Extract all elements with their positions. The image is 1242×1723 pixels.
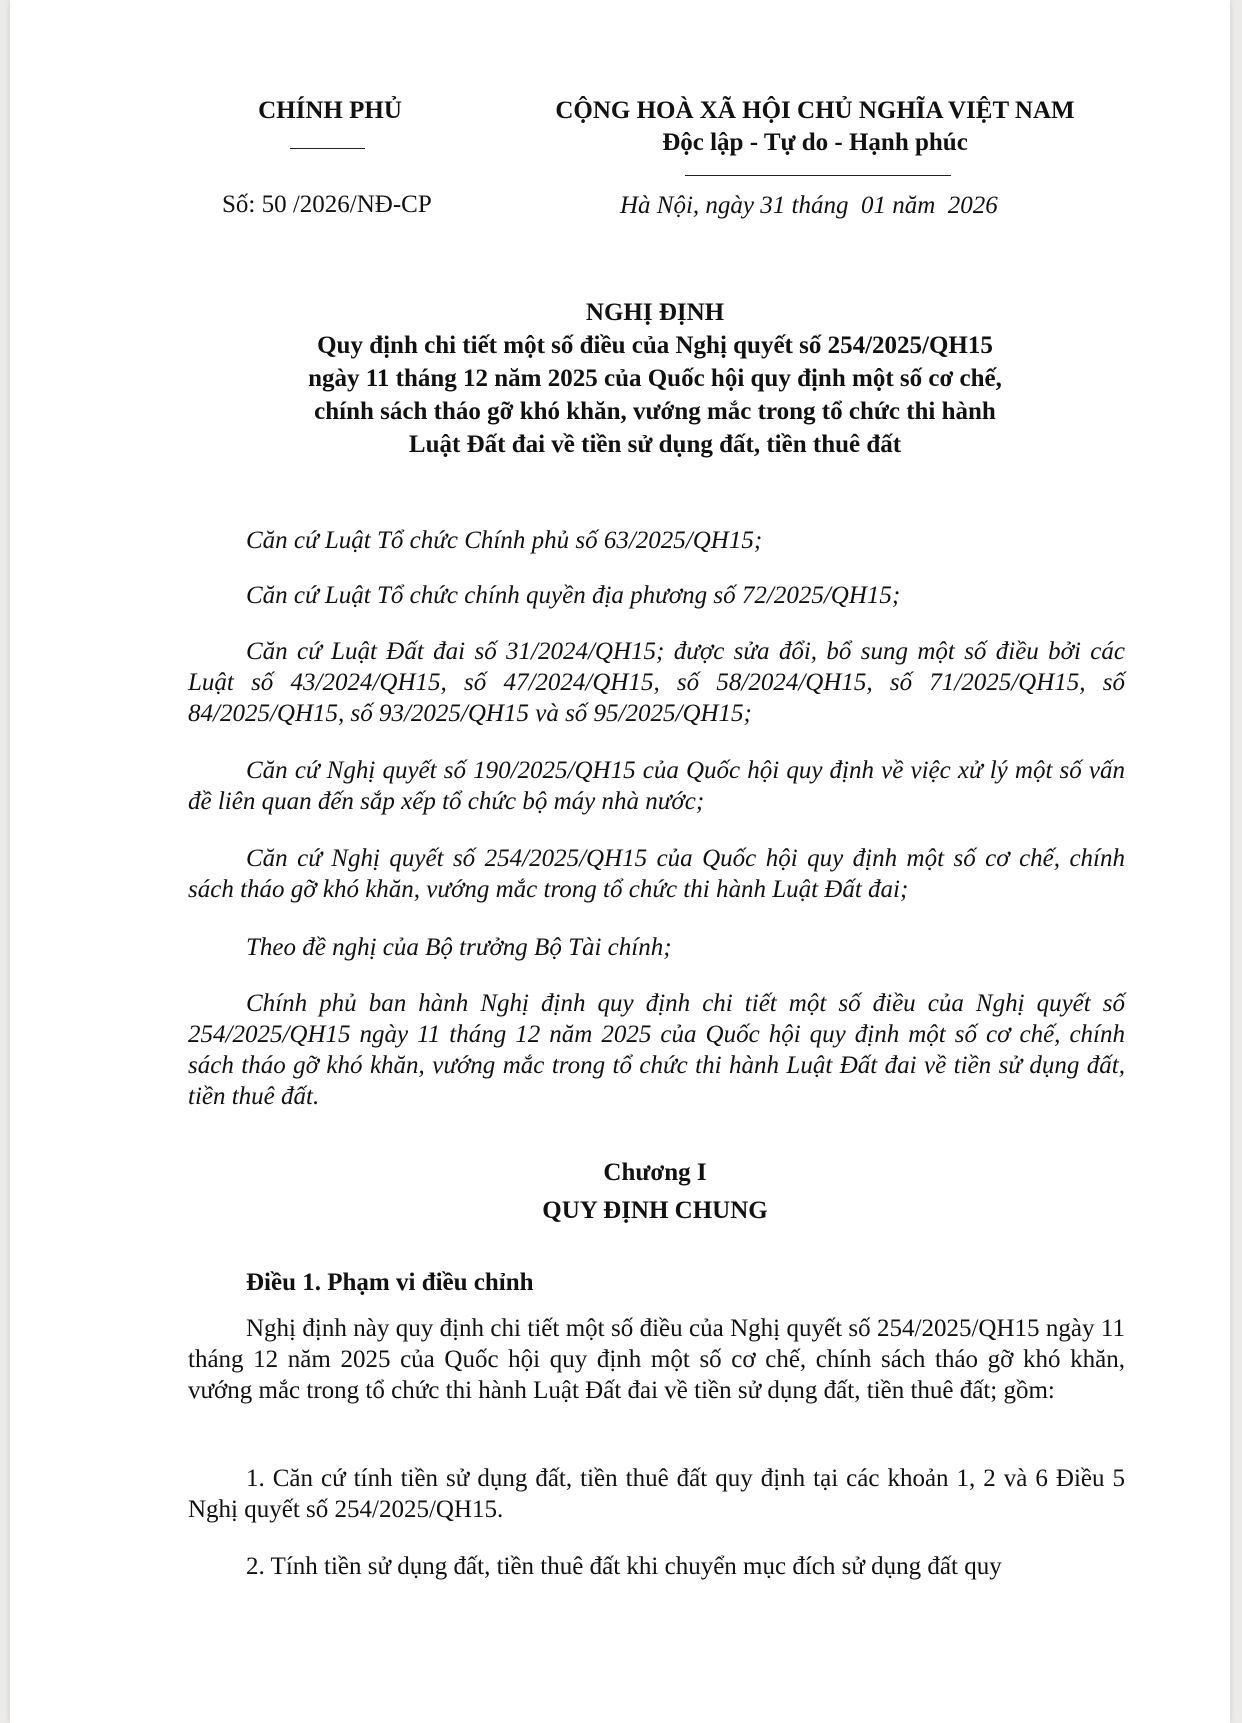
preamble-paragraph: Căn cứ Nghị quyết số 254/2025/QH15 của Quốc hội quy định một số cơ chế, chính sách tháo gỡ khó khăn, vướng mắc trong tổ chức thi hành Luật Đất đai; [188,845,1125,903]
issuing-agency: CHÍNH PHỦ [258,97,402,124]
title-line: Luật Đất đai về tiền sử dụng đất, tiền thuê đất [408,431,902,458]
preamble-paragraph: Căn cứ Luật Đất đai số 31/2024/QH15; được sửa đổi, bổ sung một số điều bởi các Luật số 43/2024/QH15, số 47/2024/QH15, số 58/2024/QH15, số 71/2025/QH15, số 84/2025/QH15, số 93/2025/QH15 và số 95/2025/QH15; [188,638,1125,727]
article-heading: Điều 1. Phạm vi điều chỉnh [246,1269,534,1296]
place-and-date: Hà Nội, ngày 31 tháng 01 năm 2026 [620,192,998,219]
document-page [10,0,1230,1723]
document-number: Số: 50 /2026/NĐ-CP [222,191,432,218]
document-type: NGHỊ ĐỊNH [585,299,725,326]
document-title [170,296,1140,461]
chapter-name: QUY ĐỊNH CHUNG [542,1197,768,1224]
title-line: Quy định chi tiết một số điều của Nghị quyết số 254/2025/QH15 [317,332,993,359]
article-paragraph: Nghị định này quy định chi tiết một số điều của Nghị quyết số 254/2025/QH15 ngày 11 tháng 12 năm 2025 của Quốc hội quy định một số cơ chế, chính sách tháo gỡ khó khăn, vướng mắc trong tổ chức thi hành Luật Đất đai về tiền sử dụng đất, tiền thuê đất; gồm: [188,1315,1125,1404]
country-name: CỘNG HOÀ XÃ HỘI CHỦ NGHĨA VIỆT NAM [555,97,1075,124]
title-line: chính sách tháo gỡ khó khăn, vướng mắc trong tổ chức thi hành [314,398,996,425]
title-line: ngày 11 tháng 12 năm 2025 của Quốc hội quy định một số cơ chế, [308,365,1002,392]
agency-underline [290,148,365,149]
preamble-paragraph: Chính phủ ban hành Nghị định quy định chi tiết một số điều của Nghị quyết số 254/2025/QH15 ngày 11 tháng 12 năm 2025 của Quốc hội quy định một số cơ chế, chính sách tháo gỡ khó khăn, vướng mắc trong tổ chức thi hành Luật Đất đai về tiền sử dụng đất, tiền thuê đất. [188,990,1125,1110]
preamble-paragraph: Căn cứ Luật Tổ chức chính quyền địa phương số 72/2025/QH15; [246,582,901,609]
motto-underline [685,175,951,176]
national-motto: Độc lập - Tự do - Hạnh phúc [662,129,968,156]
preamble-paragraph: Căn cứ Nghị quyết số 190/2025/QH15 của Quốc hội quy định về việc xử lý một số vấn đề liên quan đến sắp xếp tổ chức bộ máy nhà nước; [188,757,1125,815]
preamble-paragraph: Theo đề nghị của Bộ trưởng Bộ Tài chính; [246,934,672,961]
article-clause: 1. Căn cứ tính tiền sử dụng đất, tiền thuê đất quy định tại các khoản 1, 2 và 6 Điều 5 Nghị quyết số 254/2025/QH15. [188,1465,1125,1523]
article-clause: 2. Tính tiền sử dụng đất, tiền thuê đất khi chuyển mục đích sử dụng đất quy [246,1553,1002,1580]
chapter-number: Chương I [603,1159,707,1186]
preamble-paragraph: Căn cứ Luật Tổ chức Chính phủ số 63/2025/QH15; [246,527,763,554]
